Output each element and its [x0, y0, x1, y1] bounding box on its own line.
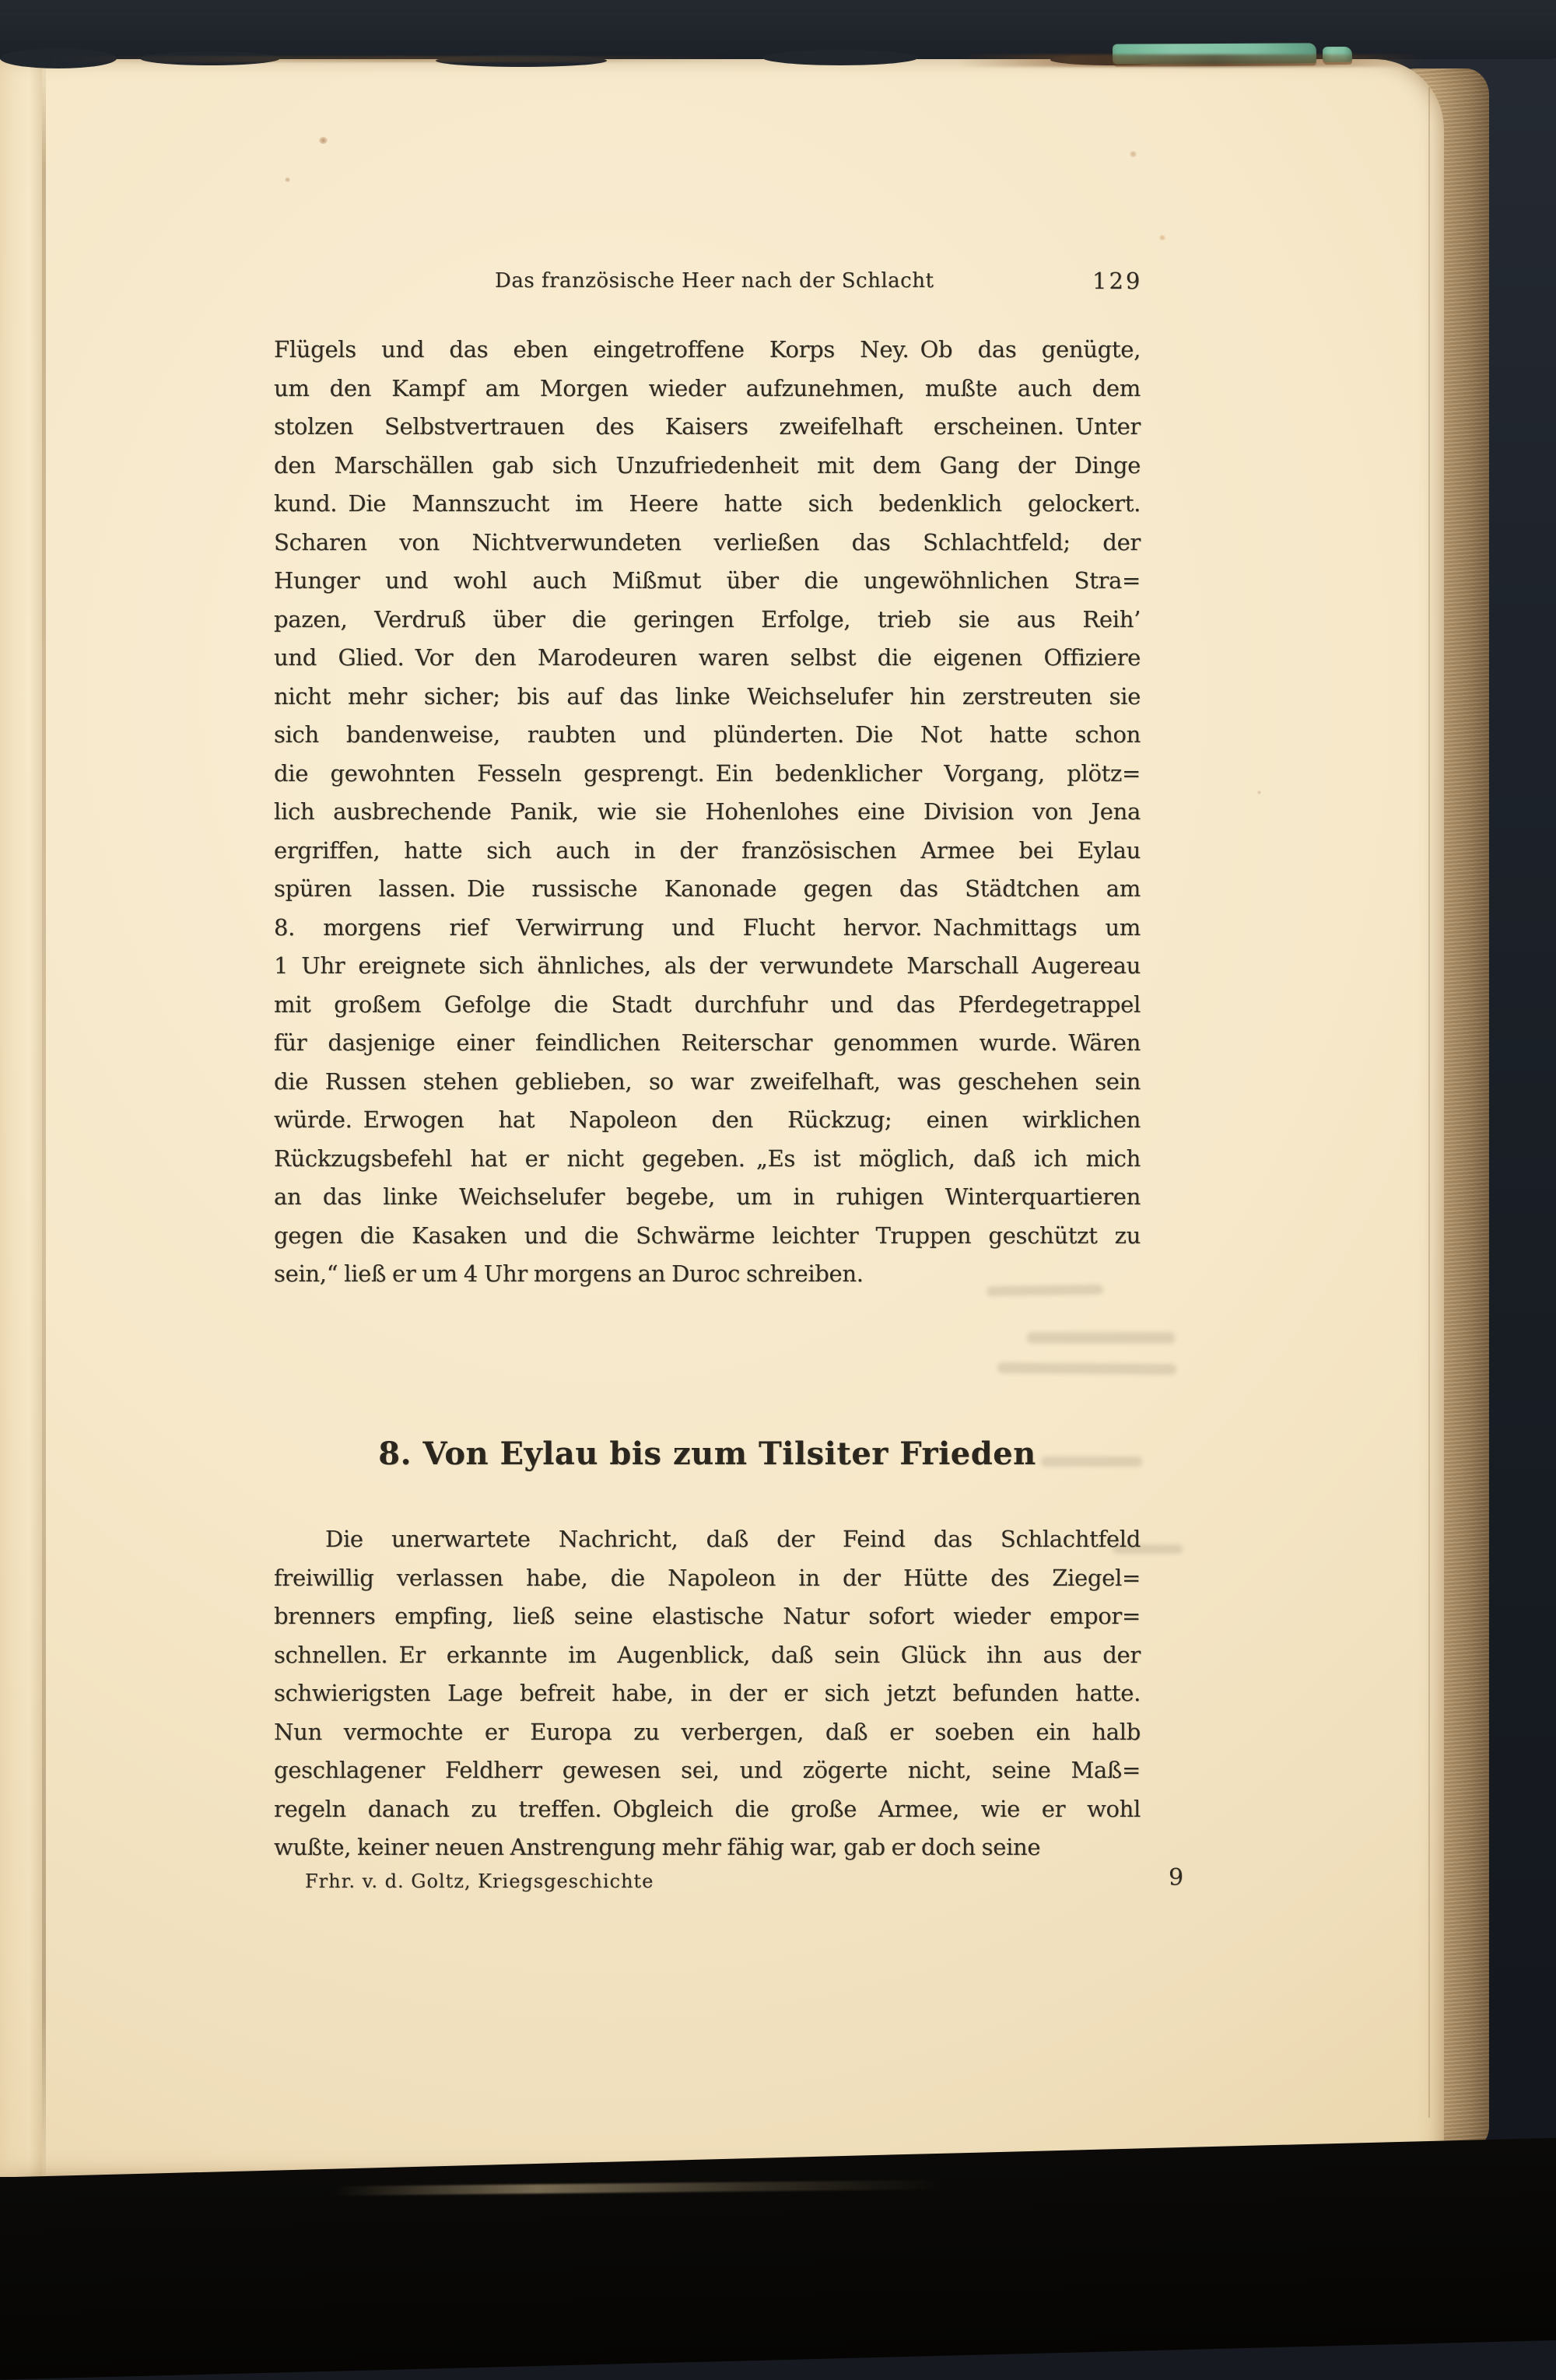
text-line: den Marschällen gab sich Unzufriedenheit mit dem Gang der Dinge [274, 451, 1141, 478]
text-line: gegen die Kasaken und die Schwärme leichter Truppen geschützt zu [274, 1222, 1141, 1249]
text-line: würde. Erwogen hat Napoleon den Rückzug; einen wirklichen [274, 1106, 1141, 1133]
burn-mark-top-edge [47, 56, 747, 62]
text-line: und Glied. Vor den Marodeuren waren selbst die eigenen Offiziere [274, 644, 1141, 671]
text-line: Nun vermochte er Europa zu verbergen, daß er soeben ein halb [274, 1718, 1141, 1745]
text-line: ergriffen, hatte sich auch in der französischen Armee bei Eylau [274, 836, 1141, 864]
text-line: an das linke Weichselufer begebe, um in ruhigen Winterquartieren [274, 1183, 1141, 1210]
text-line: schwierigsten Lage befreit habe, in der er sich jetzt befunden hatte. [274, 1680, 1141, 1706]
text-line: Hunger und wohl auch Mißmut über die ungewöhnlichen Stra= [274, 567, 1141, 594]
show-through-mark [997, 1362, 1176, 1375]
text-line: Die unerwartete Nachricht, daß der Feind das Schlachtfeld [325, 1526, 1141, 1552]
stain [319, 137, 328, 144]
text-line: 1 Uhr ereignete sich ähnliches, als der verwundete Marschall Augereau [274, 952, 1141, 979]
text-line: freiwillig verlassen habe, die Napoleon in der Hütte des Ziegel= [274, 1564, 1141, 1591]
text-line: kund. Die Mannszucht im Heere hatte sich bedenklich gelockert. [274, 490, 1141, 517]
text-line: 8. morgens rief Verwirrung und Flucht hervor. Nachmittags um [274, 913, 1141, 941]
text-line: für dasjenige einer feindlichen Reiterschar genommen wurde. Wären [274, 1029, 1141, 1056]
text-line: geschlagener Feldherr gewesen sei, und zögerte nicht, seine Maß= [274, 1757, 1141, 1783]
burn-mark-top-edge [957, 54, 1424, 67]
text-line: stolzen Selbstvertrauen des Kaisers zweifelhaft erscheinen. Unter [274, 413, 1141, 440]
text-line: regeln danach zu treffen. Obgleich die große Armee, wie er wohl [274, 1795, 1141, 1822]
gutter-shade [0, 59, 42, 2177]
text-line: sein,“ ließ er um 4 Uhr morgens an Duroc schreiben. [274, 1260, 864, 1287]
ragged-edge [762, 50, 918, 65]
running-title: Das französische Heer nach der Schlacht [495, 269, 934, 293]
gutter-crease [42, 61, 46, 2175]
text-line: Flügels und das eben eingetroffene Korps Ney. Ob das genügte, [274, 336, 1141, 363]
text-line: die gewohnten Fesseln gesprengt. Ein bedenklicher Vorgang, plötz= [274, 759, 1141, 787]
text-line: Scharen von Nichtverwundeten verließen das Schlachtfeld; der [274, 528, 1141, 556]
text-line: die Russen stehen geblieben, so war zweifelhaft, was geschehen sein [274, 1067, 1141, 1095]
footer-signature: Frhr. v. d. Goltz, Kriegsgeschichte [305, 1870, 654, 1892]
sheet-edge-line [1428, 87, 1430, 2118]
text-line: mit großem Gefolge die Stadt durchfuhr und das Pferdegetrappel [274, 990, 1141, 1018]
text-line: pazen, Verdruß über die geringen Erfolge, trieb sie aus Reih’ [274, 605, 1141, 633]
stain [1257, 790, 1261, 794]
text-line: brenners empfing, ließ seine elastische Natur sofort wieder empor= [274, 1603, 1141, 1629]
stain [1130, 151, 1137, 157]
paragraph-1 [274, 331, 1141, 1294]
stain [1159, 235, 1165, 240]
text-line: sich bandenweise, raubten und plünderten. Die Not hatte schon [274, 721, 1141, 748]
text-line: schnellen. Er erkannte im Augenblick, daß sein Glück ihn aus der [274, 1641, 1141, 1668]
paragraph-2 [274, 1520, 1141, 1867]
section-heading: 8. Von Eylau bis zum Tilsiter Frieden [378, 1435, 1036, 1472]
text-line: lich ausbrechende Panik, wie sie Hohenlohes eine Division von Jena [274, 798, 1141, 825]
stain [285, 177, 290, 182]
text-line: nicht mehr sicher; bis auf das linke Weichselufer hin zerstreuten sie [274, 682, 1141, 710]
sheet-number: 9 [1169, 1864, 1184, 1891]
text-line: spüren lassen. Die russische Kanonade gegen das Städtchen am [274, 875, 1141, 902]
text-line: um den Kampf am Morgen wieder aufzunehmen, mußte auch dem [274, 374, 1141, 401]
text-line: Rückzugsbefehl hat er nicht gegeben. „Es ist möglich, daß ich mich [274, 1144, 1141, 1172]
page-number: 129 [1092, 268, 1143, 294]
show-through-mark [1027, 1332, 1175, 1344]
text-line: wußte, keiner neuen Anstrengung mehr fähig war, gab er doch seine [274, 1834, 1041, 1860]
